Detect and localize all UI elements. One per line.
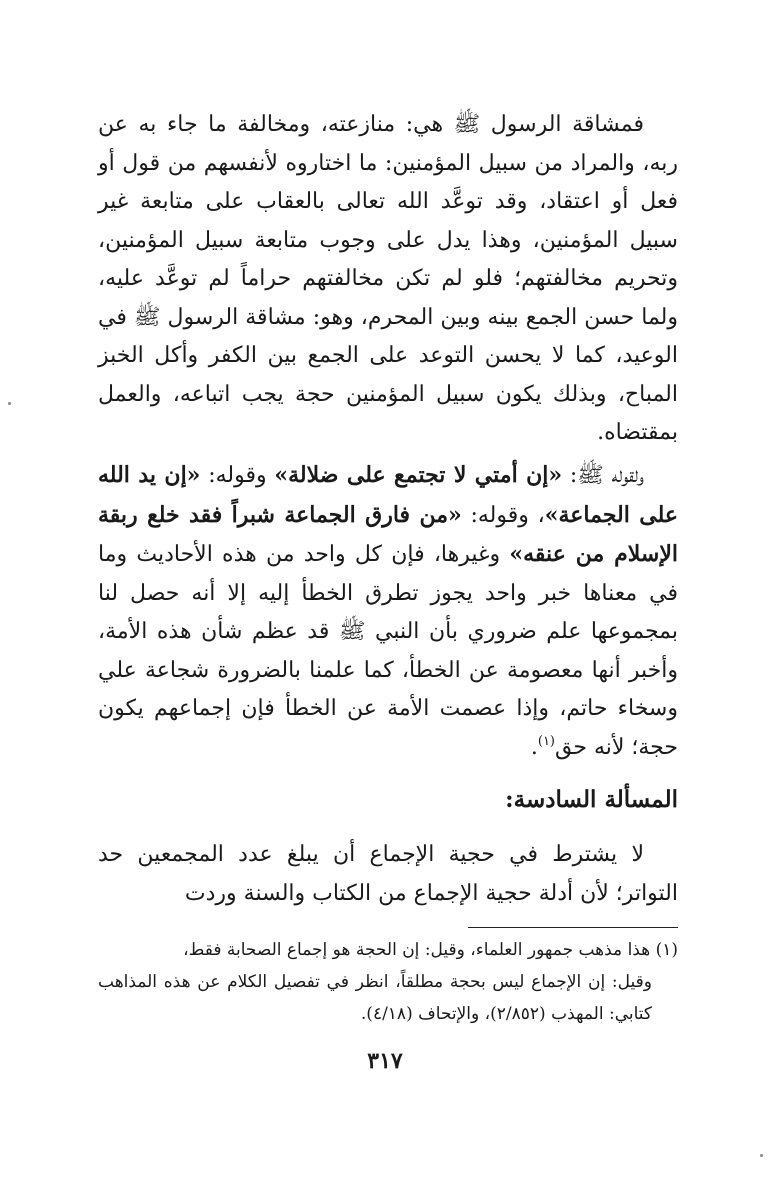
hadith-quote-1: «إن أمتي لا تجتمع على ضلالة» bbox=[274, 462, 563, 488]
paragraph-2-intro: ولقوله ﷺ: bbox=[562, 463, 644, 488]
footnote-reference[interactable]: (١) bbox=[537, 733, 555, 749]
paragraph-3-text: لا يشترط في حجية الإجماع أن يبلغ عدد المجمعين حد التواتر؛ لأن أدلة حجية الإجماع من الكتاب والسنة وردت bbox=[98, 842, 678, 906]
paragraph-2-body: وغيرها، فإن كل واحد من هذه الأحاديث وما في معناها خبر واحد يجوز تطرق الخطأ إليه إلا أنه حصل لنا بمجموعها علم ضروري بأن النبي ﷺ قد عظم شأن هذه الأمة، وأخبر أنها معصومة عن الخطأ، كما علمنا بالضرورة شجاعة علي وسخاء حاتم، وإذا عصمت الأمة عن الخطأ فإن إجماعهم يكون حجة؛ لأنه حق bbox=[98, 542, 678, 760]
paragraph-2-end: . bbox=[530, 734, 538, 760]
paragraph-2-connector-1: وقوله: bbox=[200, 463, 275, 488]
paragraph-tawatur-condition bbox=[98, 836, 678, 913]
paragraph-2-connector-2: ، وقوله: bbox=[461, 502, 545, 528]
paragraph-1-text: فمشاقة الرسول ﷺ هي: منازعته، ومخالفة ما جاء به عن ربه، والمراد من سبيل المؤمنين: ما اختاروه لأنفسهم من قول أو فعل أو اعتقاد، وقد توعَّد الله تعالى بالعقاب على متابعة غير سبيل المؤمنين، وهذا يدل على وجوب متابعة سبيل المؤمنين، وتحريم مخالفتهم؛ فلو لم تكن مخالفتهم حراماً لم توعَّد عليه، ولما حسن الجمع بينه وبين المحرم، وهو: مشاقة الرسول ﷺ في الوعيد، كما لا يحسن التوعد على الجمع بين الكفر وأكل الخبز المباح، وبذلك يكون سبيل المؤمنين حجة يجب اتباعه، والعمل بمقتضاه. bbox=[98, 112, 678, 445]
section-heading: المسألة السادسة: bbox=[505, 786, 678, 813]
paragraph-mushaqqat-al-rasul bbox=[98, 106, 678, 453]
margin-speck bbox=[8, 402, 11, 405]
footnotes bbox=[98, 934, 678, 1030]
hadith-quote-2: «إن يد الله على الجماعة» bbox=[98, 462, 678, 528]
paragraph-hadith-evidence bbox=[98, 456, 678, 767]
footnote-line: (١) هذا مذهب جمهور العلماء، وقيل: إن الحجة هو إجماع الصحابة فقط، bbox=[183, 940, 678, 960]
footnote-separator bbox=[468, 927, 678, 928]
margin-speck bbox=[760, 1154, 763, 1157]
page-number: ٣١٧ bbox=[367, 1048, 403, 1074]
hadith-quote-3: «من فارق الجماعة شبراً فقد خلع ربقة الإسلام من عنقه» bbox=[98, 501, 678, 567]
footnote-line: وقيل: إن الإجماع ليس بحجة مطلقاً، انظر في تفصيل الكلام عن هذه المذاهب كتابي: المهذب (٢/٨٥٢)، والإتحاف (٤/١٨). bbox=[98, 972, 652, 1024]
